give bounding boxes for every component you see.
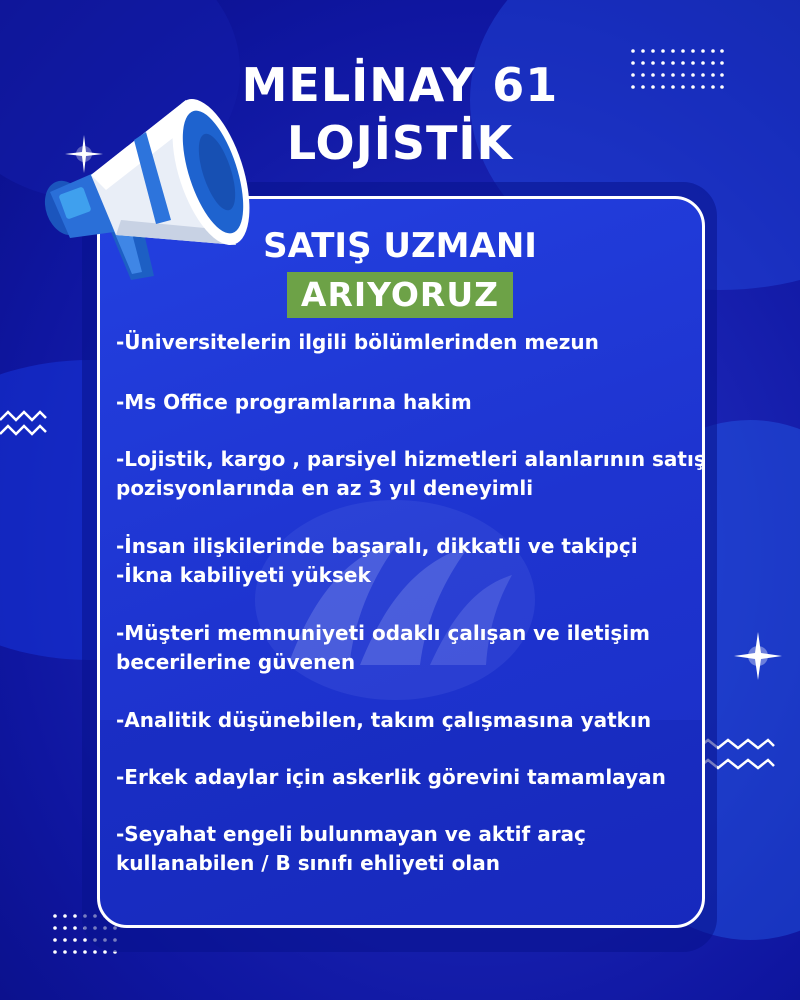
list-item: becerilerine güvenen (116, 650, 356, 674)
zigzag-decoration-left (0, 410, 48, 446)
list-item: -Erkek adaylar için askerlik görevini tamamlayan (116, 765, 666, 789)
company-title-line2: LOJİSTİK (286, 116, 514, 170)
sparkle-icon (730, 628, 786, 684)
list-item: pozisyonlarında en az 3 yıl deneyimli (116, 476, 534, 500)
list-item: -Müşteri memnuniyeti odaklı çalışan ve iletişim (116, 621, 650, 645)
list-item: -Analitik düşünebilen, takım çalışmasına yatkın (116, 708, 652, 732)
list-item: -Ms Office programlarına hakim (116, 390, 472, 414)
logo-watermark-icon (250, 490, 540, 710)
list-item: -Üniversitelerin ilgili bölümlerinden mezun (116, 330, 599, 354)
hiring-badge: ARIYORUZ (287, 272, 513, 318)
position-title: SATIŞ UZMANI (263, 226, 537, 266)
list-item: -Lojistik, kargo , parsiyel hizmetleri alanlarının satış (116, 447, 706, 471)
company-title-line1: MELİNAY 61 (241, 58, 559, 112)
list-item: -İnsan ilişkilerinde başaralı, dikkatli ve takipçi (116, 534, 638, 558)
list-item: -Seyahat engeli bulunmayan ve aktif araç (116, 822, 586, 846)
list-item: -İkna kabiliyeti yüksek (116, 563, 371, 587)
list-item: kullanabilen / B sınıfı ehliyeti olan (116, 851, 500, 875)
